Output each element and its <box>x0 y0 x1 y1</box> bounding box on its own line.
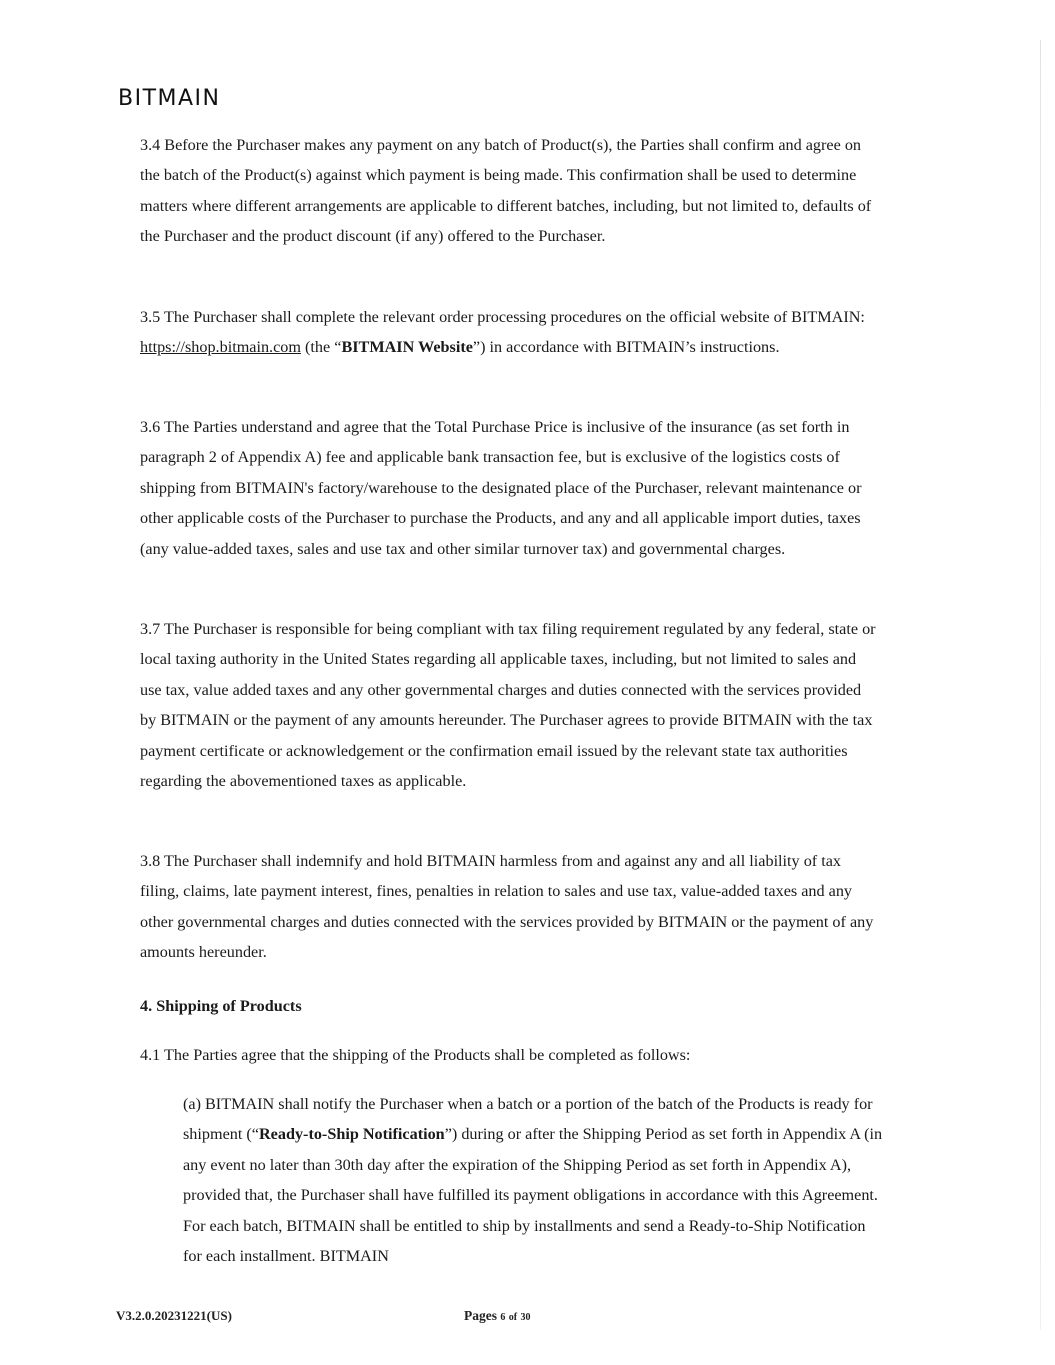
paragraph-4-1: 4.1 The Parties agree that the shipping of the Products shall be completed as follows: <box>140 1046 691 1064</box>
total-pages: 30 <box>520 1312 531 1323</box>
current-page: 6 <box>500 1312 506 1323</box>
paragraph-3-6: 3.6 The Parties understand and agree that the Total Purchase Price is inclusive of the insurance (as set forth in paragraph 2 of Appendix A) fee and applicable bank transaction fee, but is exclusive of the logistics costs of shipping from BITMAIN's factory/warehouse to the designated place of the Purchaser, relevant maintenance or other applicable costs of the Purchaser to purchase the Products, and any and all applicable import duties, taxes (any value-added taxes, sales and use tax and other similar turnover tax) and governmental charges. <box>140 418 862 558</box>
section-4-heading: 4. Shipping of Products <box>140 997 302 1015</box>
of-label: of <box>508 1312 518 1323</box>
paragraph-4-1-a-text-b: ”) during or after the Shipping Period as set forth in Appendix A (in any event no later than 30th day after the expiration of the Shipping Period as set forth in Appendix A), provided that, the Purchaser shall have fulfilled its payment obligations in accordance with this Agreement. For each batch, BITMAIN shall be entitled to ship by installments and send a Ready-to-Ship Notification for each installment. BITMAIN <box>183 1125 883 1266</box>
page-number <box>464 1308 530 1324</box>
paragraph-4-1-a <box>183 1089 883 1271</box>
bitmain-website-link[interactable]: https://shop.bitmain.com <box>140 338 301 357</box>
scan-edge-line <box>1040 40 1041 1330</box>
paragraph-3-5-text-c: ”) in accordance with BITMAIN’s instructions. <box>472 338 780 357</box>
paragraph-3-8: 3.8 The Purchaser shall indemnify and hold BITMAIN harmless from and against any and all liability of tax filing, claims, late payment interest, fines, penalties in relation to sales and use tax, value-added taxes and any other governmental charges and duties connected with the services provided by BITMAIN or the payment of any amounts hereunder. <box>140 852 874 962</box>
bitmain-logo: BITMAIN <box>118 86 221 111</box>
paragraph-3-5-text-a: 3.5 The Purchaser shall complete the relevant order processing procedures on the official website of BITMAIN: <box>140 308 865 326</box>
paragraph-4-1-a-text-a: (a) BITMAIN shall notify the Purchaser when a batch or a portion of the batch of the Products is ready for shipment (“ <box>183 1095 873 1144</box>
version-label: V3.2.0.20231221(US) <box>116 1308 232 1323</box>
ready-to-ship-term: Ready-to-Ship Notification <box>258 1125 445 1144</box>
paragraph-3-7: 3.7 The Purchaser is responsible for being compliant with tax filing requirement regulated by any federal, state or local taxing authority in the United States regarding all applicable taxes, including, but not limited to sales and use tax, value added taxes and any other governmental charges and duties connected with the services provided by BITMAIN or the payment of any amounts hereunder. The Purchaser agrees to provide BITMAIN with the tax payment certificate or acknowledgement or the confirmation email issued by the relevant state tax authorities regarding the abovementioned taxes as applicable. <box>140 620 876 791</box>
paragraph-3-5 <box>140 302 880 363</box>
paragraph-3-4: 3.4 Before the Purchaser makes any payment on any batch of Product(s), the Parties shall confirm and agree on the batch of the Product(s) against which payment is being made. This confirmation shall be used to determine matters where different arrangements are applicable to different batches, including, but not limited to, defaults of the Purchaser and the product discount (if any) offered to the Purchaser. <box>140 136 872 246</box>
pages-label: Pages <box>464 1308 497 1323</box>
bitmain-website-term: BITMAIN Website <box>341 338 473 357</box>
paragraph-3-5-text-b: (the “ <box>300 338 342 357</box>
